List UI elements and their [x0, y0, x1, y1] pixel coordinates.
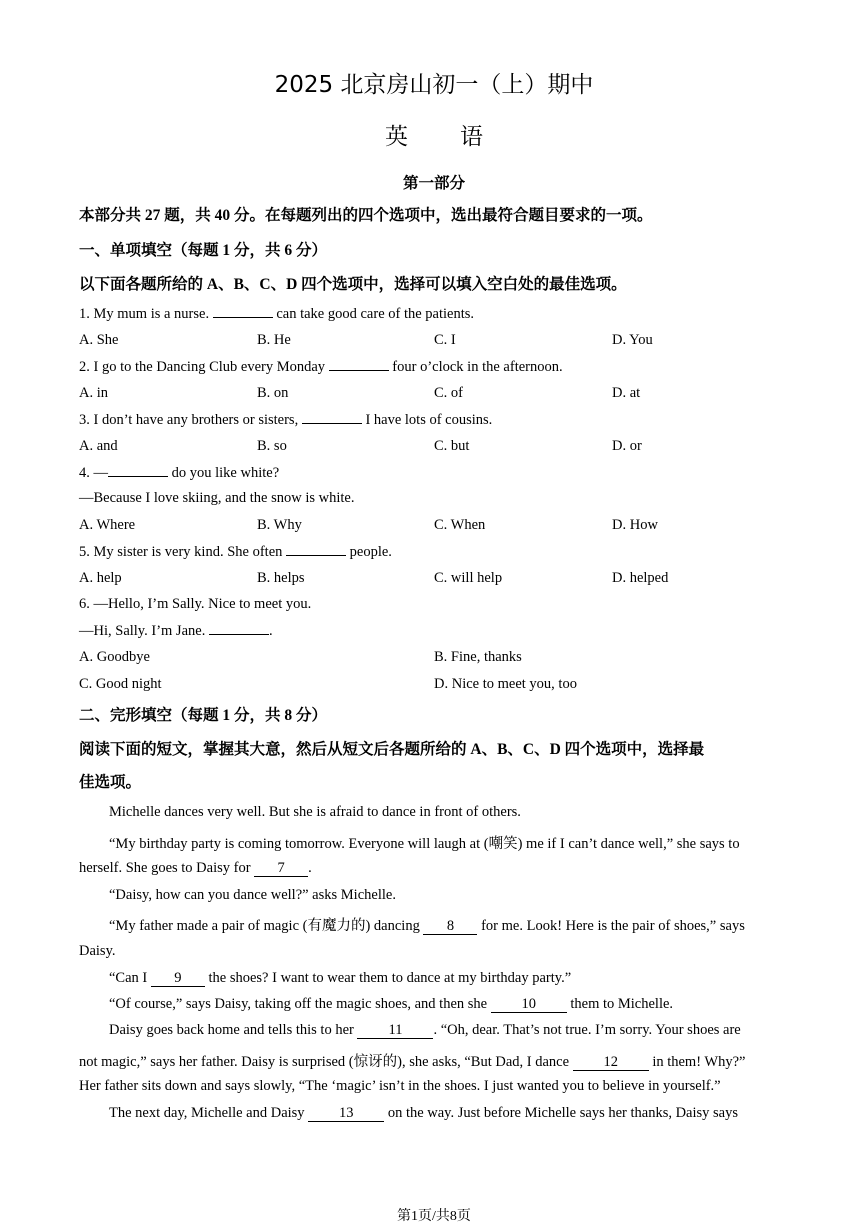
- cloze-blank-12: 12: [573, 1055, 649, 1071]
- passage-paragraph: “Daisy, how can you dance well?” asks Michelle.: [109, 887, 396, 903]
- option: B. Fine, thanks: [434, 649, 522, 665]
- passage-paragraph: “My father made a pair of magic (有魔力的) dancing 8 for me. Look! Here is the pair of shoes,” says: [109, 918, 745, 934]
- section2-instruction-line2: 佳选项。: [79, 774, 142, 791]
- part-instruction: 本部分共 27 题，共 40 分。在每题列出的四个选项中，选出最符合题目要求的一项。: [79, 207, 653, 224]
- option: C. Good night: [79, 676, 162, 692]
- option: D. Nice to meet you, too: [434, 676, 577, 692]
- option: A. She: [79, 332, 119, 348]
- option: B. on: [257, 385, 289, 401]
- passage-paragraph: The next day, Michelle and Daisy 13 on the way. Just before Michelle says her thanks, Daisy says: [109, 1105, 739, 1121]
- section1-instruction: 以下面各题所给的 A、B、C、D 四个选项中，选择可以填入空白处的最佳选项。: [79, 276, 627, 293]
- passage-paragraph: Daisy goes back home and tells this to her 11 . “Oh, dear. That’s not true. I’m sorry. Your shoes are: [109, 1022, 741, 1038]
- passage-line: Daisy.: [79, 943, 116, 959]
- section1-heading: 一、单项填空（每题 1 分，共 6 分）: [79, 242, 328, 259]
- passage-paragraph: Michelle dances very well. But she is afraid to dance in front of others.: [109, 804, 521, 820]
- option: C. of: [434, 385, 463, 401]
- option: A. Where: [79, 517, 136, 533]
- option: B. helps: [257, 570, 305, 586]
- option: B. Why: [257, 517, 302, 533]
- answer-blank: [209, 622, 269, 635]
- option: A. in: [79, 385, 108, 401]
- passage-paragraph: “Can I 9 the shoes? I want to wear them to dance at my birthday party.”: [109, 970, 572, 986]
- section2-heading: 二、完形填空（每题 1 分，共 8 分）: [79, 707, 328, 724]
- option: A. help: [79, 570, 122, 586]
- cloze-blank-10: 10: [491, 997, 567, 1013]
- answer-blank: [108, 464, 168, 477]
- option: D. helped: [612, 570, 669, 586]
- page-number: 第1页/共8页: [397, 1209, 471, 1224]
- answer-blank: [213, 305, 273, 318]
- answer-blank: [302, 411, 362, 424]
- question-6: 6. —Hello, I’m Sally. Nice to meet you.: [79, 596, 312, 612]
- option: D. How: [612, 517, 658, 533]
- option: D. at: [612, 385, 641, 401]
- section2-instruction-line1: 阅读下面的短文，掌握其大意，然后从短文后各题所给的 A、B、C、D 四个选项中，选择最: [79, 741, 705, 758]
- cloze-blank-9: 9: [151, 971, 205, 987]
- passage-line: Her father sits down and says slowly, “The ‘magic’ isn’t in the shoes. I just wanted you to believe in yourself.”: [79, 1078, 721, 1094]
- question-2: 2. I go to the Dancing Club every Monday four o’clock in the afternoon.: [79, 359, 563, 375]
- question-4-reply: —Because I love skiing, and the snow is white.: [79, 490, 355, 506]
- exam-title: 2025 北京房山初一（上）期中: [274, 72, 594, 98]
- option: C. I: [434, 332, 456, 348]
- cloze-blank-13: 13: [308, 1106, 384, 1122]
- question-5: 5. My sister is very kind. She often people.: [79, 544, 392, 560]
- answer-blank: [329, 358, 389, 371]
- option: C. When: [434, 517, 486, 533]
- option: A. and: [79, 438, 118, 454]
- part-title: 第一部分: [402, 175, 465, 192]
- passage-paragraph: “Of course,” says Daisy, taking off the magic shoes, and then she 10 them to Michelle.: [109, 996, 674, 1012]
- option: D. You: [612, 332, 653, 348]
- option: A. Goodbye: [79, 649, 150, 665]
- option: B. He: [257, 332, 291, 348]
- question-6-reply: —Hi, Sally. I’m Jane. .: [79, 623, 273, 639]
- passage-line: herself. She goes to Daisy for 7 .: [79, 860, 312, 876]
- cloze-blank-7: 7: [254, 861, 308, 877]
- question-1: 1. My mum is a nurse. can take good care of the patients.: [79, 306, 475, 322]
- option: B. so: [257, 438, 287, 454]
- answer-blank: [286, 543, 346, 556]
- passage-paragraph: “My birthday party is coming tomorrow. Everyone will laugh at (嘲笑) me if I can’t dance well,” she says to: [109, 836, 740, 852]
- question-3: 3. I don’t have any brothers or sisters, I have lots of cousins.: [79, 412, 493, 428]
- cloze-blank-11: 11: [357, 1023, 433, 1039]
- question-4: 4. — do you like white?: [79, 465, 280, 481]
- option: D. or: [612, 438, 642, 454]
- subject-title: 英语: [385, 124, 535, 150]
- passage-line: not magic,” says her father. Daisy is surprised (惊讶的), she asks, “But Dad, I dance 12 in them! Why?”: [79, 1054, 746, 1070]
- cloze-blank-8: 8: [423, 919, 477, 935]
- option: C. will help: [434, 570, 503, 586]
- option: C. but: [434, 438, 470, 454]
